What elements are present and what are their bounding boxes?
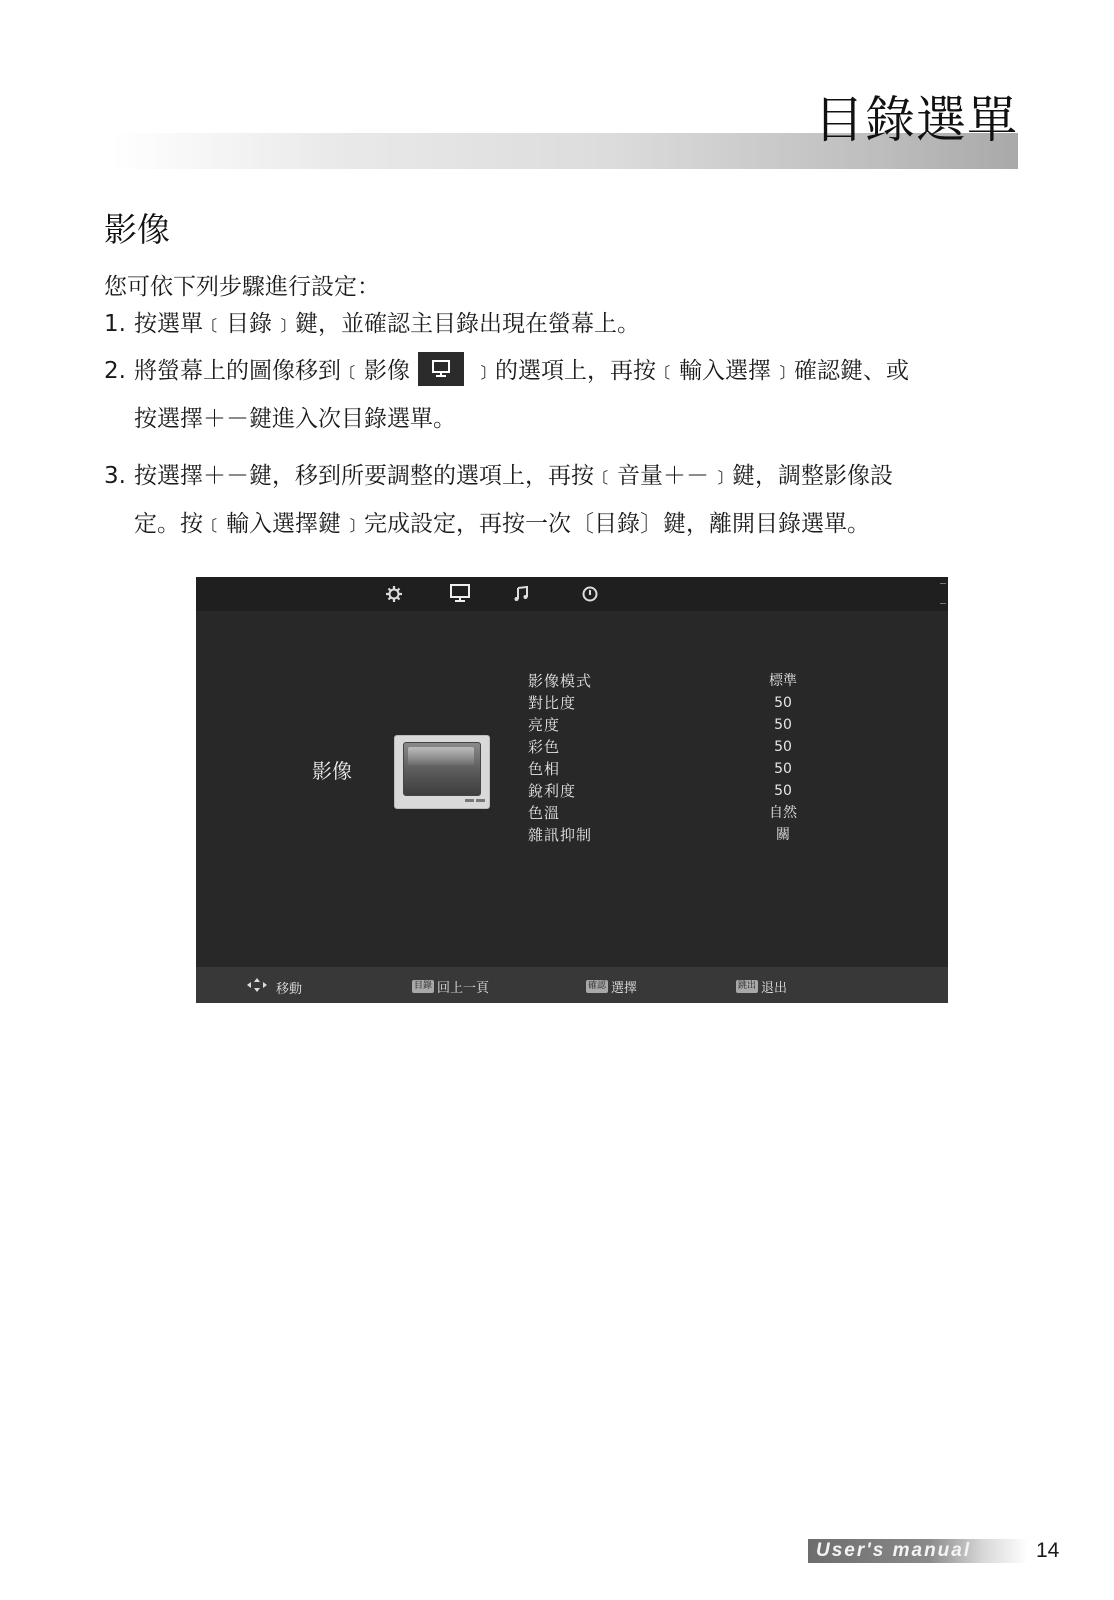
intro-text: 您可依下列步驟進行設定： <box>104 274 380 300</box>
divider <box>940 603 946 604</box>
ok-key-badge: 確認 <box>588 981 607 991</box>
gear-icon[interactable] <box>382 582 406 606</box>
tv-menu-screenshot <box>196 577 948 1003</box>
tv-picture-icon <box>394 735 490 809</box>
menu-item-color-temperature[interactable]: 色溫 自然 <box>528 804 797 822</box>
step-number: 3. <box>104 463 126 489</box>
divider <box>940 583 946 584</box>
picture-menu-icon <box>418 352 464 386</box>
chapter-title: 目錄選單 <box>814 91 1018 149</box>
clock-icon[interactable] <box>578 582 602 606</box>
monitor-icon[interactable] <box>448 582 472 606</box>
step-number: 1. <box>104 311 126 337</box>
hint-select: 確認 選擇 <box>588 981 638 996</box>
section-heading: 影像 <box>104 210 170 249</box>
tv-hint-bar <box>196 967 948 1003</box>
step-text: 按選單﹝目錄﹞鍵，並確認主目錄出現在螢幕上。 <box>134 311 640 337</box>
tv-section-label: 影像 <box>312 759 352 783</box>
menu-item-contrast[interactable]: 對比度 50 <box>528 694 792 712</box>
menu-item-noise-reduction[interactable]: 雜訊抑制 關 <box>528 826 790 844</box>
menu-item-color[interactable]: 彩色 50 <box>528 738 792 756</box>
step-1 <box>104 300 1024 348</box>
menu-item-hue[interactable]: 色相 50 <box>528 760 792 778</box>
menu-item-picture-mode[interactable]: 影像模式 標準 <box>528 672 797 690</box>
tv-settings-list <box>528 670 828 846</box>
tv-tab-bar <box>196 577 948 611</box>
music-note-icon[interactable] <box>510 582 534 606</box>
step-text: ﹞的選項上，再按﹝輸入選擇﹞確認鍵、或 <box>472 358 909 384</box>
step-text-continued: 按選擇＋－鍵進入次目錄選單。 <box>134 406 456 432</box>
step-3 <box>104 452 1024 548</box>
exit-key-badge: 跳出 <box>738 981 757 991</box>
menu-item-sharpness[interactable]: 銳利度 50 <box>528 782 792 800</box>
hint-move: 移動 <box>246 977 302 997</box>
step-text: 按選擇＋－鍵，移到所要調整的選項上，再按﹝音量＋－﹞鍵，調整影像設 <box>134 463 893 489</box>
menu-key-badge: 目錄 <box>414 981 433 991</box>
footer-label: User's manual <box>816 1540 972 1561</box>
step-number: 2. <box>104 358 126 384</box>
step-2 <box>104 347 1024 443</box>
step-text-continued: 定。按﹝輸入選擇鍵﹞完成設定，再按一次〔目錄〕鍵，離開目錄選單。 <box>134 511 870 537</box>
page-number: 14 <box>1036 1539 1060 1562</box>
hint-back: 目錄 回上一頁 <box>414 981 490 996</box>
arrows-icon <box>246 977 268 997</box>
menu-item-brightness[interactable]: 亮度 50 <box>528 716 792 734</box>
step-text: 將螢幕上的圖像移到﹝影像 <box>134 358 410 384</box>
hint-exit: 跳出 退出 <box>738 981 788 996</box>
